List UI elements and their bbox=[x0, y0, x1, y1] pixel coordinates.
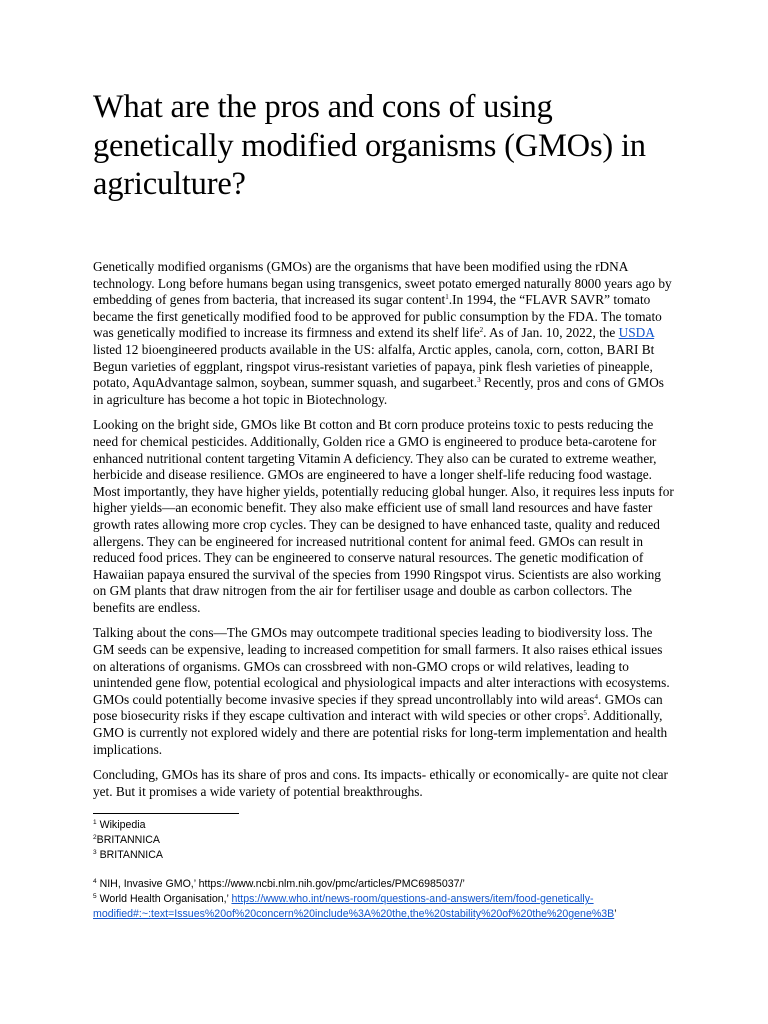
footnote-3 bbox=[93, 848, 693, 863]
footnote-number: 5 bbox=[93, 893, 97, 900]
footnote-5 bbox=[93, 892, 693, 907]
footnote-text: BRITANNICA bbox=[96, 834, 160, 846]
footnote-text: Wikipedia bbox=[96, 819, 146, 831]
footnote-number: 1 bbox=[93, 819, 97, 826]
footnote-text: NIH, Invasive GMO,’ https://www.ncbi.nlm.nih.gov/pmc/articles/PMC6985037/’ bbox=[96, 878, 465, 890]
footnote-number: 3 bbox=[93, 849, 97, 856]
footnote-ref-2[interactable]: 2 bbox=[479, 326, 484, 335]
intro-text-1: Genetically modified organisms (GMOs) are the organisms that have been modified using the rDNA technology. Long before humans began using transgenics, sweet potato emerged naturally 8000 years ago by embedding of genes from bacteria, that increased its sugar content bbox=[93, 259, 672, 308]
footnotes bbox=[93, 818, 693, 922]
footnote-1 bbox=[93, 818, 693, 833]
intro-text-3: . As of Jan. 10, 2022, the bbox=[483, 325, 619, 341]
footnote-number: 2 bbox=[93, 834, 97, 841]
paragraph-conclusion: Concluding, GMOs has its share of pros and cons. Its impacts- ethically or economically- are quite not clear yet. But it promises a wide variety of potential breakthroughs. bbox=[93, 767, 668, 799]
paragraph-pros: Looking on the bright side, GMOs like Bt cotton and Bt corn produce proteins toxic to pests reducing the need for chemical pesticides. Additionally, Golden rice a GMO is engineered to produce beta-carotene for enhanced nutritional content targeting Vitamin A deficiency. They also can be curated to extreme weather, herbicide and disease resilience. GMOs are engineered to have a longer shelf-life reducing food wastage. Most importantly, they have higher yields, potentially reducing global hunger. Also, it requires less inputs for higher yields—an economic benefit. They also make efficient use of small land resources and have faster growth rates allowing more crop cycles. They can be designed to have enhanced taste, quality and reduced allergens. They can be engineered for increased nutritional content for animal feed. GMOs can result in reduced food prices. They can be engineered to conserve natural resources. The genetic modification of Hawaiian papaya ensured the survival of the species from 1990 Ringspot virus. Scientists are also working on GM plants that draw nitrogen from the air for fertiliser usage and double as carbon collectors. The benefits are endless. bbox=[93, 417, 674, 615]
usda-link[interactable]: USDA bbox=[618, 325, 655, 341]
intro-text-4: listed 12 bioengineered products available in the US: alfalfa, Arctic apples, canola, corn, cotton, BARI Bt Begun varieties of eggplant, ringspot virus-resistant varieties of papaya, pink flesh varieties of pineapple, potato, AquAdvantage salmon, soybean, summer squash, and sugarbeet. bbox=[93, 341, 655, 391]
document-title: What are the pros and cons of using genetically modified organisms (GMOs) in agriculture? bbox=[93, 89, 646, 202]
footnote-ref-3[interactable]: 3 bbox=[477, 376, 481, 385]
footnote-text-end: ’ bbox=[614, 908, 617, 920]
footnote-text: World Health Organisation,’ bbox=[96, 893, 232, 905]
intro-text-2: .In 1994, the “FLAVR SAVR” tomato became the first genetically modified food to be approved for public consumption by the FDA. The tomato was genetically modified to increase its firmness and extend its shelf life bbox=[93, 292, 662, 341]
cons-text-2: . GMOs can pose biosecurity risks if they escape cultivation and interact with wild species or other crops bbox=[93, 691, 663, 724]
footnote-text: BRITANNICA bbox=[96, 849, 163, 861]
cons-text-1: Talking about the cons—The GMOs may outcompete traditional species leading to biodiversity loss. The GM seeds can be expensive, leading to increased competition for small farmers. It also raises ethical issues on alterations of organisms. GMOs can crossbreed with non-GMO crops or wild relatives, leading to unintended gene flow, potential ecological and physiological impacts and alter interactions with ecosystems. GMOs could potentially become invasive species if they spread uncontrollably into wild areas bbox=[93, 625, 670, 707]
cons-text-3: . Additionally, GMO is currently not explored widely and there are potential risks for long-term implementation and health implications. bbox=[93, 708, 668, 757]
paragraph-cons bbox=[93, 625, 677, 758]
who-link-continued[interactable]: modified#:~:text=Issues%20of%20concern%20include%3A%20the,the%20stability%20of%20the%20gene%3B bbox=[93, 908, 615, 920]
footnote-number: 4 bbox=[93, 878, 97, 885]
footnote-2 bbox=[93, 833, 693, 848]
footnote-ref-5[interactable]: 5 bbox=[583, 709, 587, 718]
footnote-4 bbox=[93, 877, 693, 892]
footnote-5-continued bbox=[93, 907, 693, 922]
footnote-separator bbox=[93, 813, 239, 814]
footnote-spacer bbox=[93, 863, 693, 877]
intro-text-5: Recently, pros and cons of GMOs in agriculture has become a hot topic in Biotechnology. bbox=[93, 375, 664, 407]
footnote-ref-4[interactable]: 4 bbox=[594, 692, 598, 701]
who-link[interactable]: https://www.who.int/news-room/questions-and-answers/item/food-genetically- bbox=[231, 893, 594, 905]
footnote-ref-1[interactable]: 1 bbox=[445, 293, 449, 302]
document-body bbox=[93, 259, 677, 809]
paragraph-intro bbox=[93, 259, 677, 408]
